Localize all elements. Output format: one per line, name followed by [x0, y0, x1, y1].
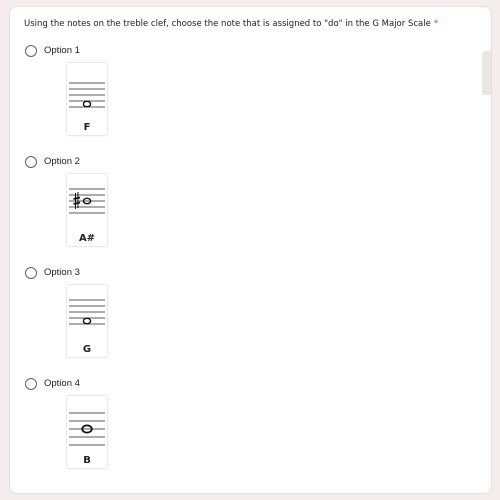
option-3-note-image: [67, 285, 107, 357]
question-title: [24, 19, 484, 29]
option-3-radio[interactable]: [25, 267, 37, 279]
option-2-label[interactable]: Option 2: [44, 156, 80, 167]
question-card: [9, 6, 492, 494]
option-2[interactable]: [23, 156, 323, 264]
option-3-label[interactable]: Option 3: [44, 267, 80, 278]
option-1[interactable]: [23, 45, 323, 153]
option-2-note-image: [67, 174, 107, 246]
option-2-radio[interactable]: [25, 156, 37, 168]
option-2-note-name: A#: [78, 233, 96, 244]
option-4-radio[interactable]: [25, 378, 37, 390]
option-1-label[interactable]: Option 1: [44, 45, 80, 56]
option-1-note-name: F: [83, 122, 91, 133]
note-head: [83, 318, 90, 323]
scrollbar-thumb[interactable]: [482, 51, 491, 95]
option-3-note-name: G: [82, 344, 92, 355]
sharp-sign: [74, 192, 81, 209]
option-3[interactable]: [23, 267, 323, 375]
option-1-radio[interactable]: [25, 45, 37, 57]
option-4[interactable]: [23, 378, 323, 486]
question-text: Using the notes on the treble clef, choose the note that is assigned to "do" in the G Major Scale: [24, 19, 431, 29]
note-head: [83, 101, 90, 106]
option-1-note-image: [67, 63, 107, 135]
option-4-note-image: [67, 396, 107, 468]
option-4-note-name: B: [83, 455, 91, 466]
required-asterisk: *: [433, 19, 439, 29]
option-4-label[interactable]: Option 4: [44, 378, 80, 389]
